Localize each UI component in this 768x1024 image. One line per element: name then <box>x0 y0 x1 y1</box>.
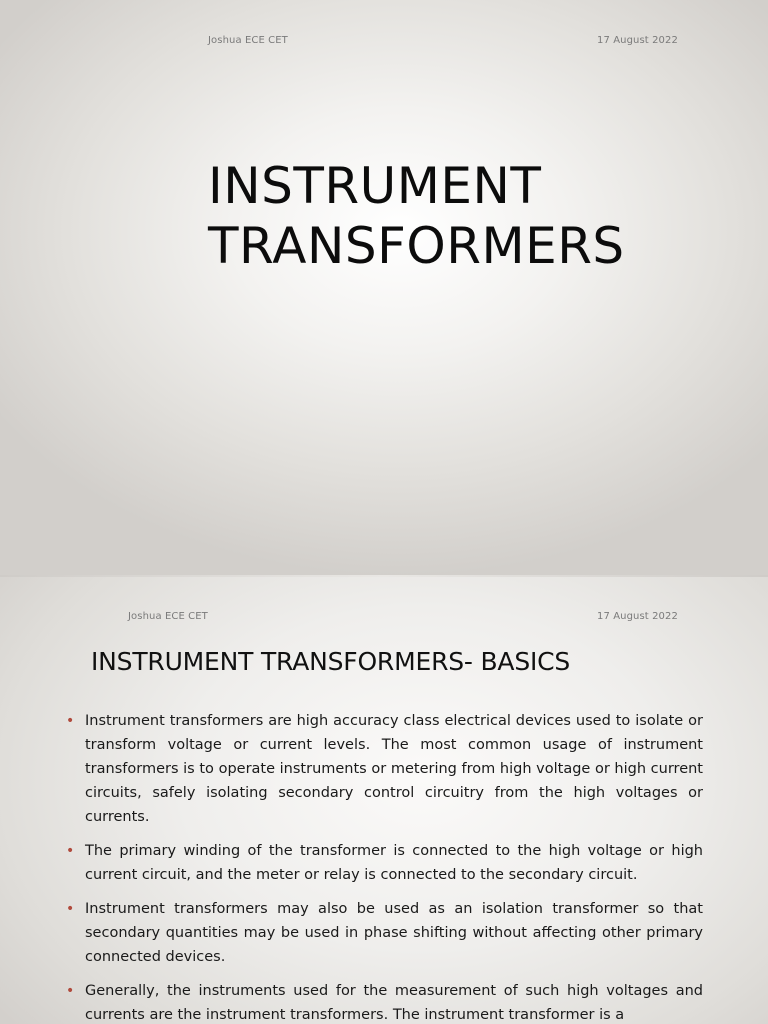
bullet-item <box>66 897 703 969</box>
bullet-text: Generally, the instruments used for the measurement of such high voltages and currents are the instrument transformers. The instrument transformer is a <box>85 983 703 1023</box>
slide-author: Joshua ECE CET <box>208 35 288 46</box>
bullet-item <box>66 839 703 887</box>
slide-heading: INSTRUMENT TRANSFORMERS- BASICS <box>91 647 571 676</box>
title-line-2: TRANSFORMERS <box>208 217 625 275</box>
slide-title-heading <box>208 156 625 276</box>
bullet-text: The primary winding of the transformer is connected to the high voltage or high current circuit, and the meter or relay is connected to the secondary circuit. <box>85 843 703 883</box>
bullet-icon: • <box>66 843 75 859</box>
bullet-list <box>66 709 703 1024</box>
slide-basics <box>0 577 768 1024</box>
bullet-item <box>66 709 703 829</box>
slide-author: Joshua ECE CET <box>128 611 208 622</box>
bullet-text: Instrument transformers are high accuracy class electrical devices used to isolate or transform voltage or current levels. The most common usage of instrument transformers is to operate instruments or metering from high voltage or high current circuits, safely isolating secondary control circuitry from the high voltages or currents. <box>85 713 703 825</box>
bullet-text: Instrument transformers may also be used as an isolation transformer so that secondary quantities may be used in phase shifting without affecting other primary connected devices. <box>85 901 703 965</box>
bullet-item <box>66 979 703 1024</box>
bullet-icon: • <box>66 713 75 729</box>
title-line-1: INSTRUMENT <box>208 157 542 215</box>
bullet-icon: • <box>66 901 75 917</box>
slide-date: 17 August 2022 <box>597 35 678 46</box>
bullet-icon: • <box>66 983 75 999</box>
slide-date: 17 August 2022 <box>597 611 678 622</box>
